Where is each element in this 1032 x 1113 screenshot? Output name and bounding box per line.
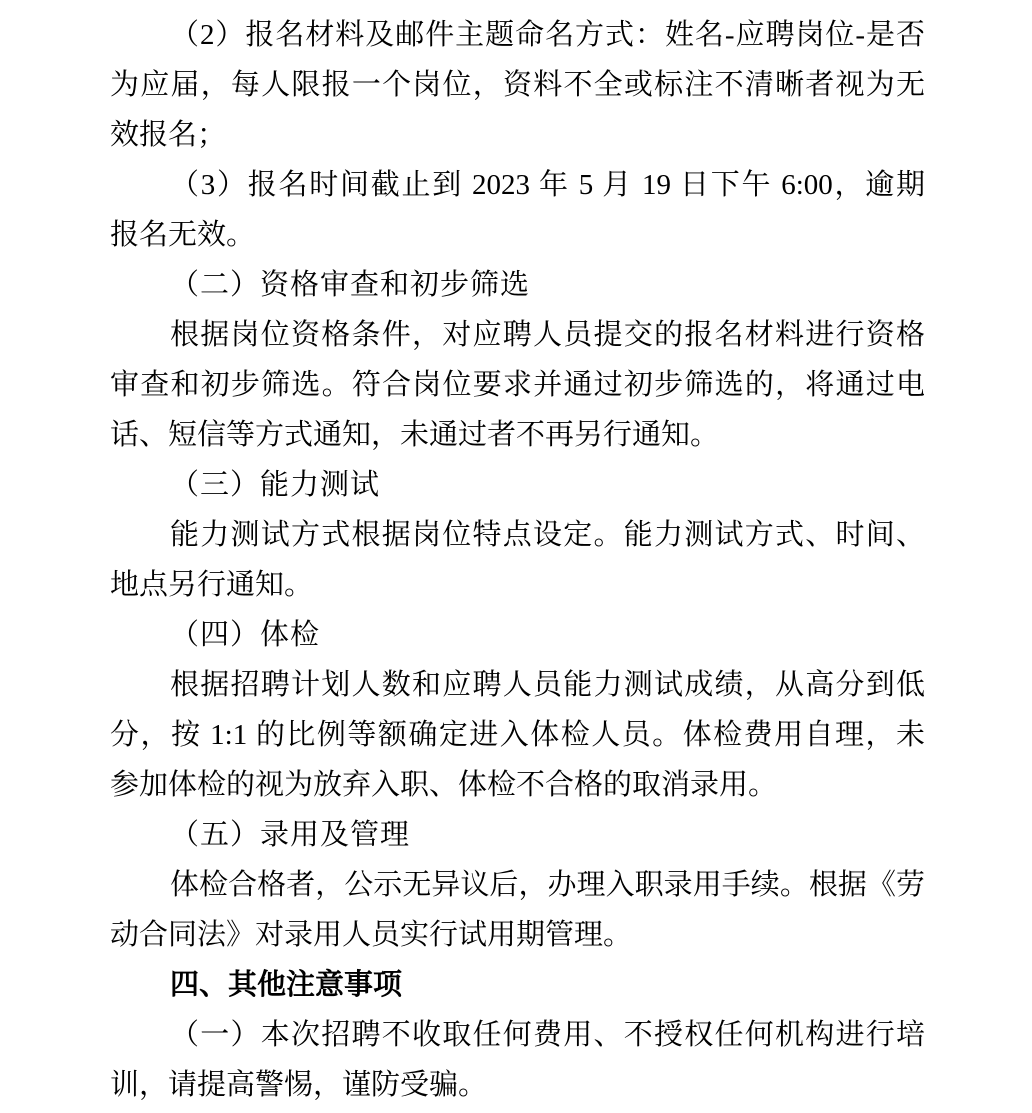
section-heading: （五）录用及管理: [170, 819, 411, 851]
text-line: （2）报名材料及邮件主题命名方式：姓名-应聘岗位-是否: [170, 19, 925, 51]
section-heading: （三）能力测试: [170, 469, 381, 501]
section-heading: 四、其他注意事项: [170, 969, 403, 1001]
text-line: 审查和初步筛选。符合岗位要求并通过初步筛选的，将通过电: [110, 369, 925, 401]
text-line: 体检合格者，公示无异议后，办理入职录用手续。根据《劳: [170, 869, 925, 901]
text-line: 效报名；: [110, 119, 227, 151]
text-line: 参加体检的视为放弃入职、体检不合格的取消录用。: [110, 769, 778, 801]
text-line: 能力测试方式根据岗位特点设定。能力测试方式、时间、: [170, 519, 925, 551]
text-line: 为应届，每人限报一个岗位，资料不全或标注不清晰者视为无: [110, 69, 925, 101]
text-line: 报名无效。: [110, 219, 256, 251]
text-line: 话、短信等方式通知，未通过者不再另行通知。: [110, 419, 720, 451]
section-heading: （四）体检: [170, 619, 321, 651]
text-line: 根据岗位资格条件，对应聘人员提交的报名材料进行资格: [170, 319, 925, 351]
text-line: 地点另行通知。: [110, 569, 314, 601]
text-line: （3）报名时间截止到 2023 年 5 月 19 日下午 6:00，逾期: [170, 169, 925, 201]
text-line: （一）本次招聘不收取任何费用、不授权任何机构进行培: [170, 1019, 925, 1051]
text-line: 分，按 1:1 的比例等额确定进入体检人员。体检费用自理，未: [110, 719, 925, 751]
text-line: 训，请提高警惕，谨防受骗。: [110, 1069, 488, 1101]
text-line: 根据招聘计划人数和应聘人员能力测试成绩，从高分到低: [170, 669, 925, 701]
text-line: 动合同法》对录用人员实行试用期管理。: [110, 919, 633, 951]
section-heading: （二）资格审查和初步筛选: [170, 269, 531, 301]
